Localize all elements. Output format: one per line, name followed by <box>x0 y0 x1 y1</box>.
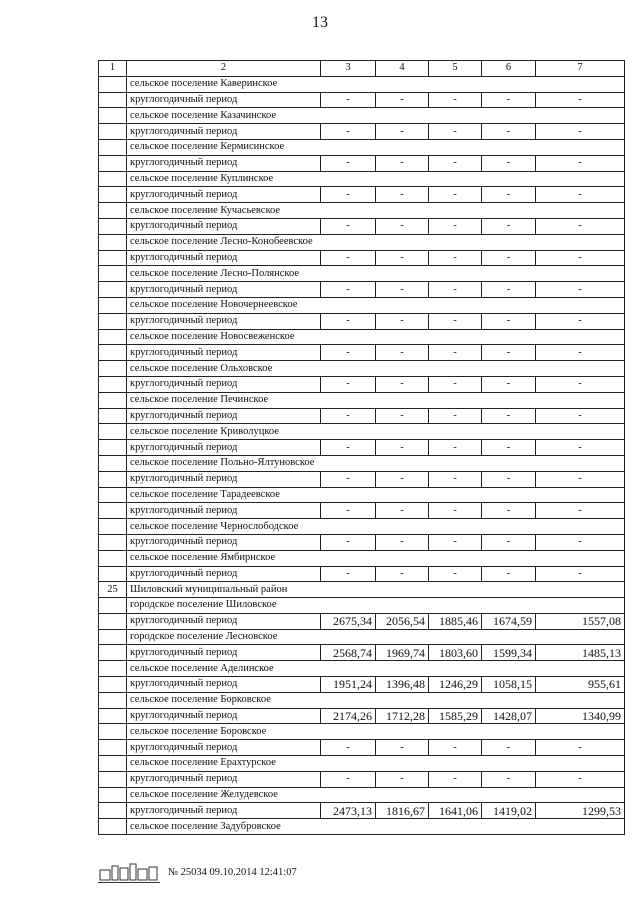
value-cell: - <box>321 250 376 266</box>
value-cell: - <box>429 124 482 140</box>
value-cell: - <box>536 566 625 582</box>
registry-stamp-icon <box>98 862 160 883</box>
settlement-row <box>99 171 625 187</box>
value-cell: - <box>536 155 625 171</box>
period-label-cell: круглогодичный период <box>127 345 321 361</box>
period-label-cell: круглогодичный период <box>127 408 321 424</box>
value-cell: 1299,53 <box>536 803 625 819</box>
value-cell: - <box>376 92 429 108</box>
value-cell: - <box>376 471 429 487</box>
index-cell <box>99 677 127 693</box>
index-cell <box>99 124 127 140</box>
value-cell: - <box>536 376 625 392</box>
value-cell: 1803,60 <box>429 645 482 661</box>
index-cell <box>99 329 127 345</box>
value-cell: 1246,29 <box>429 677 482 693</box>
value-cell: 2675,34 <box>321 613 376 629</box>
value-cell: - <box>536 92 625 108</box>
value-cell: 1885,46 <box>429 613 482 629</box>
period-label-cell: круглогодичный период <box>127 92 321 108</box>
value-cell: - <box>429 471 482 487</box>
table-row <box>99 534 625 550</box>
settlement-name-cell: сельское поселение Кучасьевское <box>127 203 625 219</box>
table-row <box>99 677 625 693</box>
index-cell <box>99 187 127 203</box>
value-cell: - <box>482 313 536 329</box>
value-cell: - <box>376 503 429 519</box>
settlement-row <box>99 519 625 535</box>
value-cell: - <box>482 440 536 456</box>
value-cell: - <box>429 155 482 171</box>
value-cell: 1058,15 <box>482 677 536 693</box>
value-cell: - <box>482 250 536 266</box>
index-cell <box>99 408 127 424</box>
value-cell: 2473,13 <box>321 803 376 819</box>
value-cell: 1951,24 <box>321 677 376 693</box>
index-cell <box>99 519 127 535</box>
settlement-row <box>99 203 625 219</box>
settlement-row <box>99 329 625 345</box>
index-cell <box>99 756 127 772</box>
index-cell <box>99 455 127 471</box>
value-cell: 2056,54 <box>376 613 429 629</box>
footer <box>98 862 297 883</box>
value-cell: - <box>376 124 429 140</box>
value-cell: - <box>536 124 625 140</box>
index-cell <box>99 692 127 708</box>
table-row <box>99 645 625 661</box>
value-cell: - <box>321 218 376 234</box>
value-cell: - <box>536 740 625 756</box>
index-cell <box>99 424 127 440</box>
settlement-name-cell: сельское поселение Чернослободское <box>127 519 625 535</box>
value-cell: - <box>376 440 429 456</box>
value-cell: - <box>429 282 482 298</box>
period-label-cell: круглогодичный период <box>127 250 321 266</box>
period-label-cell: круглогодичный период <box>127 803 321 819</box>
settlement-name-cell: сельское поселение Ямбирнское <box>127 550 625 566</box>
table-row <box>99 566 625 582</box>
table-row <box>99 218 625 234</box>
settlement-name-cell: сельское поселение Задубровское <box>127 819 625 835</box>
value-cell: - <box>536 218 625 234</box>
value-cell: - <box>536 503 625 519</box>
index-cell <box>99 645 127 661</box>
value-cell: - <box>482 218 536 234</box>
value-cell: - <box>321 534 376 550</box>
index-cell <box>99 108 127 124</box>
header-cell: 2 <box>127 61 321 77</box>
value-cell: - <box>536 250 625 266</box>
value-cell: 1485,13 <box>536 645 625 661</box>
value-cell: - <box>482 471 536 487</box>
value-cell: - <box>482 187 536 203</box>
index-cell <box>99 471 127 487</box>
table-row <box>99 440 625 456</box>
settlement-row <box>99 297 625 313</box>
period-label-cell: круглогодичный период <box>127 155 321 171</box>
settlement-row <box>99 487 625 503</box>
value-cell: - <box>376 282 429 298</box>
index-cell <box>99 266 127 282</box>
value-cell: 1816,67 <box>376 803 429 819</box>
header-cell: 7 <box>536 61 625 77</box>
value-cell: - <box>376 218 429 234</box>
settlement-name-cell: сельское поселение Тарадеевское <box>127 487 625 503</box>
value-cell: - <box>429 345 482 361</box>
value-cell: 1641,06 <box>429 803 482 819</box>
value-cell: - <box>321 345 376 361</box>
value-cell: - <box>536 771 625 787</box>
period-label-cell: круглогодичный период <box>127 566 321 582</box>
value-cell: - <box>321 282 376 298</box>
value-cell: - <box>321 124 376 140</box>
index-cell <box>99 534 127 550</box>
settlement-row <box>99 550 625 566</box>
table-row <box>99 408 625 424</box>
value-cell: - <box>429 534 482 550</box>
value-cell: - <box>429 566 482 582</box>
index-cell <box>99 155 127 171</box>
value-cell: - <box>376 250 429 266</box>
index-cell <box>99 376 127 392</box>
value-cell: - <box>482 155 536 171</box>
index-cell <box>99 803 127 819</box>
settlement-name-cell: сельское поселение Аделинское <box>127 661 625 677</box>
section-row <box>99 582 625 598</box>
value-cell: - <box>429 503 482 519</box>
settlement-name-cell: сельское поселение Борковское <box>127 692 625 708</box>
index-cell <box>99 297 127 313</box>
value-cell: 1428,07 <box>482 708 536 724</box>
value-cell: - <box>321 187 376 203</box>
value-cell: - <box>376 408 429 424</box>
index-cell <box>99 566 127 582</box>
index-cell <box>99 234 127 250</box>
settlement-row <box>99 787 625 803</box>
value-cell: - <box>482 740 536 756</box>
period-label-cell: круглогодичный период <box>127 645 321 661</box>
value-cell: - <box>321 408 376 424</box>
index-cell <box>99 550 127 566</box>
period-label-cell: круглогодичный период <box>127 376 321 392</box>
table-row <box>99 376 625 392</box>
settlement-row <box>99 455 625 471</box>
index-cell <box>99 171 127 187</box>
settlement-row <box>99 692 625 708</box>
index-cell <box>99 503 127 519</box>
settlement-name-cell: сельское поселение Боровское <box>127 724 625 740</box>
period-label-cell: круглогодичный период <box>127 503 321 519</box>
value-cell: - <box>429 218 482 234</box>
value-cell: - <box>321 566 376 582</box>
value-cell: - <box>376 376 429 392</box>
settlement-row <box>99 629 625 645</box>
value-cell: 1419,02 <box>482 803 536 819</box>
settlement-row <box>99 108 625 124</box>
index-cell <box>99 724 127 740</box>
index-cell <box>99 203 127 219</box>
period-label-cell: круглогодичный период <box>127 708 321 724</box>
district-name-cell: Шиловский муниципальный район <box>127 582 625 598</box>
index-cell: 25 <box>99 582 127 598</box>
value-cell: - <box>482 376 536 392</box>
value-cell: - <box>429 440 482 456</box>
value-cell: - <box>429 376 482 392</box>
index-cell <box>99 218 127 234</box>
index-cell <box>99 345 127 361</box>
index-cell <box>99 250 127 266</box>
value-cell: - <box>429 408 482 424</box>
header-cell: 5 <box>429 61 482 77</box>
value-cell: - <box>321 471 376 487</box>
table-row <box>99 124 625 140</box>
value-cell: 1585,29 <box>429 708 482 724</box>
settlement-name-cell: сельское поселение Лесно-Конобеевское <box>127 234 625 250</box>
table-header-row <box>99 61 625 77</box>
value-cell: - <box>376 187 429 203</box>
index-cell <box>99 76 127 92</box>
table-row <box>99 250 625 266</box>
value-cell: - <box>321 155 376 171</box>
value-cell: - <box>376 771 429 787</box>
table-row <box>99 345 625 361</box>
settlement-row <box>99 756 625 772</box>
settlement-name-cell: сельское поселение Каверинское <box>127 76 625 92</box>
settlement-name-cell: сельское поселение Кермисинское <box>127 139 625 155</box>
period-label-cell: круглогодичный период <box>127 124 321 140</box>
header-cell: 4 <box>376 61 429 77</box>
settlement-name-cell: сельское поселение Новосвеженское <box>127 329 625 345</box>
value-cell: - <box>321 376 376 392</box>
table-row <box>99 613 625 629</box>
index-cell <box>99 771 127 787</box>
value-cell: - <box>536 187 625 203</box>
index-cell <box>99 313 127 329</box>
value-cell: - <box>429 92 482 108</box>
settlement-name-cell: сельское поселение Куплинское <box>127 171 625 187</box>
value-cell: - <box>321 92 376 108</box>
settlement-row <box>99 819 625 835</box>
value-cell: - <box>376 534 429 550</box>
period-label-cell: круглогодичный период <box>127 740 321 756</box>
settlement-row <box>99 598 625 614</box>
index-cell <box>99 282 127 298</box>
index-cell <box>99 92 127 108</box>
page-number: 13 <box>312 14 328 31</box>
value-cell: - <box>429 250 482 266</box>
settlement-name-cell: сельское поселение Желудевское <box>127 787 625 803</box>
settlement-row <box>99 139 625 155</box>
table-row <box>99 187 625 203</box>
value-cell: 2568,74 <box>321 645 376 661</box>
header-cell: 3 <box>321 61 376 77</box>
index-cell <box>99 661 127 677</box>
tariff-table <box>98 60 625 835</box>
value-cell: - <box>376 313 429 329</box>
value-cell: - <box>536 313 625 329</box>
document-reference: № 25034 09.10.2014 12:41:07 <box>168 867 297 878</box>
period-label-cell: круглогодичный период <box>127 313 321 329</box>
index-cell <box>99 392 127 408</box>
value-cell: - <box>536 282 625 298</box>
value-cell: - <box>376 345 429 361</box>
value-cell: - <box>482 566 536 582</box>
index-cell <box>99 708 127 724</box>
value-cell: - <box>482 124 536 140</box>
settlement-name-cell: сельское поселение Новочернеевское <box>127 297 625 313</box>
value-cell: - <box>429 771 482 787</box>
value-cell: - <box>376 740 429 756</box>
table-row <box>99 471 625 487</box>
settlement-row <box>99 661 625 677</box>
table-row <box>99 708 625 724</box>
period-label-cell: круглогодичный период <box>127 771 321 787</box>
index-cell <box>99 440 127 456</box>
value-cell: 955,61 <box>536 677 625 693</box>
settlement-row <box>99 266 625 282</box>
table-row <box>99 155 625 171</box>
settlement-name-cell: сельское поселение Лесно-Полянское <box>127 266 625 282</box>
table-row <box>99 503 625 519</box>
value-cell: - <box>482 771 536 787</box>
value-cell: - <box>321 771 376 787</box>
value-cell: - <box>482 282 536 298</box>
value-cell: 1396,48 <box>376 677 429 693</box>
value-cell: - <box>482 345 536 361</box>
value-cell: 1557,08 <box>536 613 625 629</box>
value-cell: 1969,74 <box>376 645 429 661</box>
index-cell <box>99 613 127 629</box>
value-cell: - <box>321 313 376 329</box>
value-cell: - <box>429 313 482 329</box>
value-cell: - <box>536 345 625 361</box>
period-label-cell: круглогодичный период <box>127 677 321 693</box>
table-row <box>99 771 625 787</box>
period-label-cell: круглогодичный период <box>127 471 321 487</box>
value-cell: - <box>321 740 376 756</box>
value-cell: - <box>429 740 482 756</box>
value-cell: 1340,99 <box>536 708 625 724</box>
value-cell: - <box>429 187 482 203</box>
settlement-name-cell: городское поселение Лесновское <box>127 629 625 645</box>
index-cell <box>99 139 127 155</box>
value-cell: - <box>482 503 536 519</box>
table-row <box>99 313 625 329</box>
settlement-name-cell: сельское поселение Польно-Ялтуновское <box>127 455 625 471</box>
table-row <box>99 92 625 108</box>
value-cell: - <box>482 534 536 550</box>
value-cell: - <box>376 566 429 582</box>
value-cell: - <box>536 440 625 456</box>
value-cell: - <box>482 92 536 108</box>
settlement-row <box>99 724 625 740</box>
table-row <box>99 282 625 298</box>
header-cell: 6 <box>482 61 536 77</box>
index-cell <box>99 361 127 377</box>
settlement-row <box>99 76 625 92</box>
value-cell: - <box>536 534 625 550</box>
value-cell: 1712,28 <box>376 708 429 724</box>
index-cell <box>99 787 127 803</box>
index-cell <box>99 819 127 835</box>
index-cell <box>99 598 127 614</box>
value-cell: 1674,59 <box>482 613 536 629</box>
table-row <box>99 803 625 819</box>
settlement-name-cell: сельское поселение Печинское <box>127 392 625 408</box>
period-label-cell: круглогодичный период <box>127 440 321 456</box>
settlement-row <box>99 234 625 250</box>
table-row <box>99 740 625 756</box>
period-label-cell: круглогодичный период <box>127 187 321 203</box>
index-cell <box>99 629 127 645</box>
value-cell: - <box>321 440 376 456</box>
settlement-name-cell: сельское поселение Криволуцкое <box>127 424 625 440</box>
settlement-row <box>99 424 625 440</box>
settlement-name-cell: городское поселение Шиловское <box>127 598 625 614</box>
settlement-name-cell: сельское поселение Ерахтурское <box>127 756 625 772</box>
value-cell: - <box>536 471 625 487</box>
value-cell: - <box>321 503 376 519</box>
period-label-cell: круглогодичный период <box>127 613 321 629</box>
value-cell: - <box>536 408 625 424</box>
index-cell <box>99 487 127 503</box>
period-label-cell: круглогодичный период <box>127 534 321 550</box>
index-cell <box>99 740 127 756</box>
settlement-row <box>99 392 625 408</box>
period-label-cell: круглогодичный период <box>127 218 321 234</box>
value-cell: 1599,34 <box>482 645 536 661</box>
value-cell: 2174,26 <box>321 708 376 724</box>
period-label-cell: круглогодичный период <box>127 282 321 298</box>
settlement-name-cell: сельское поселение Ольховское <box>127 361 625 377</box>
value-cell: - <box>482 408 536 424</box>
header-cell: 1 <box>99 61 127 77</box>
settlement-row <box>99 361 625 377</box>
value-cell: - <box>376 155 429 171</box>
settlement-name-cell: сельское поселение Казачинское <box>127 108 625 124</box>
